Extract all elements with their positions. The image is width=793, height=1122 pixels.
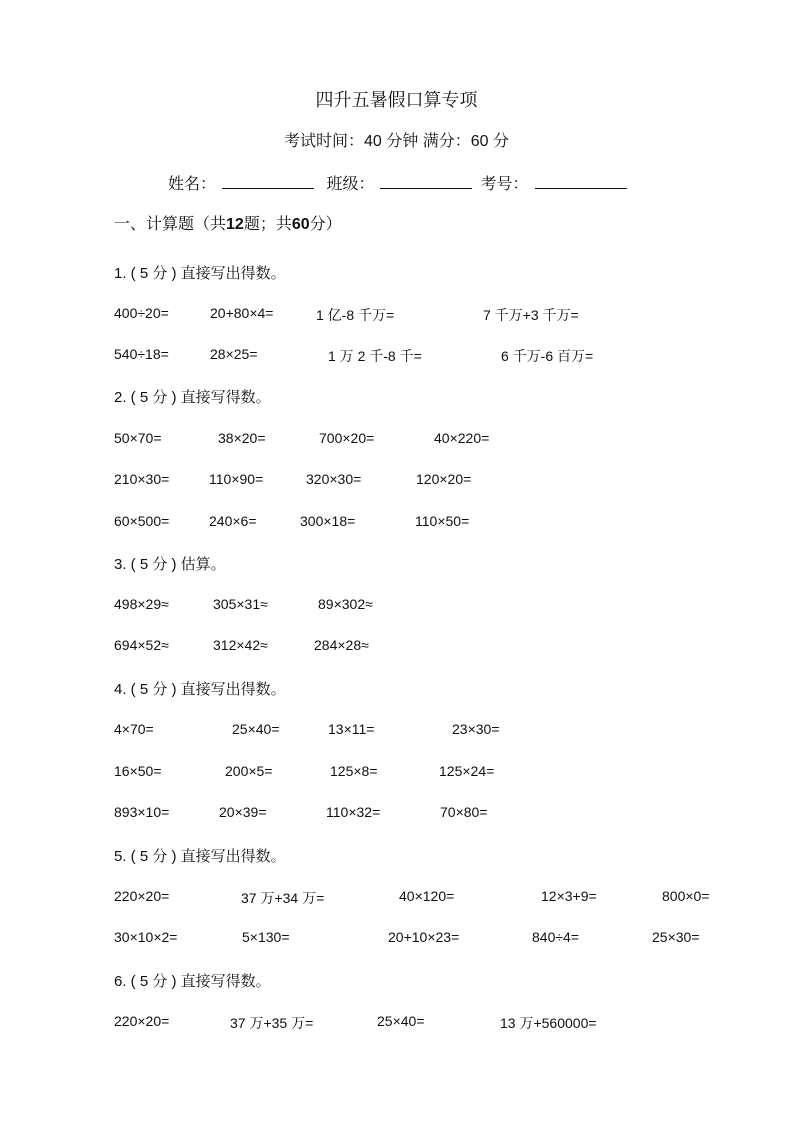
section-score: 60 (291, 216, 310, 233)
question-heading: 3. ( 5 分 ) 估算。 (114, 556, 226, 573)
problem: 40×120= (399, 888, 455, 904)
problem: 893×10= (114, 804, 170, 820)
problem: 60×500= (114, 513, 170, 529)
problem: 40×220= (434, 430, 490, 446)
question-heading: 4. ( 5 分 ) 直接写出得数。 (114, 681, 286, 698)
problem: 498×29≈ (114, 596, 169, 612)
problem: 89×302≈ (318, 596, 373, 612)
section-count: 12 (226, 216, 244, 233)
problem: 13 万+560000= (500, 1015, 597, 1031)
problem: 25×40= (232, 721, 280, 737)
class-blank[interactable] (380, 174, 472, 189)
page-title: 四升五暑假口算专项 (315, 90, 478, 110)
problem: 16×50= (114, 763, 162, 779)
problem: 7 千万+3 千万= (483, 307, 579, 323)
problem: 120×20= (416, 471, 472, 487)
problem: 4×70= (114, 721, 154, 737)
problem: 800×0= (662, 888, 710, 904)
problem: 200×5= (225, 763, 273, 779)
problem: 13×11= (328, 721, 375, 737)
problem: 37 万+34 万= (241, 890, 325, 906)
problem: 50×70= (114, 430, 162, 446)
section-heading (114, 211, 342, 234)
problem: 240×6= (209, 513, 257, 529)
problem: 28×25= (210, 346, 258, 362)
problem: 210×30= (114, 471, 170, 487)
problem: 110×32= (326, 804, 381, 820)
student-info-row (168, 171, 635, 194)
section-suffix: 分） (309, 216, 342, 233)
problem: 540÷18= (114, 346, 169, 362)
question-heading: 6. ( 5 分 ) 直接写得数。 (114, 973, 271, 990)
problem: 20+80×4= (210, 305, 274, 321)
problem: 400÷20= (114, 305, 169, 321)
problem: 25×30= (652, 929, 700, 945)
problem: 70×80= (440, 804, 488, 820)
class-label: 班级： (326, 176, 375, 193)
section-prefix: 一、计算题（共 (114, 216, 227, 233)
problem: 125×8= (330, 763, 378, 779)
problem: 5×130= (242, 929, 290, 945)
problem: 25×40= (377, 1013, 425, 1029)
problem: 220×20= (114, 888, 170, 904)
problem: 110×90= (209, 471, 264, 487)
problem: 694×52≈ (114, 637, 169, 653)
problem: 840÷4= (532, 929, 580, 945)
question-heading: 2. ( 5 分 ) 直接写得数。 (114, 389, 271, 406)
exam-info-line: 考试时间：40 分钟 满分：60 分 (284, 133, 509, 150)
name-label: 姓名： (168, 176, 217, 193)
name-blank[interactable] (222, 174, 314, 189)
problem: 23×30= (452, 721, 500, 737)
problem: 125×24= (439, 763, 495, 779)
problem: 37 万+35 万= (230, 1015, 314, 1031)
problem: 300×18= (300, 513, 356, 529)
problem: 220×20= (114, 1013, 170, 1029)
problem: 6 千万-6 百万= (501, 348, 594, 364)
problem: 320×30= (306, 471, 362, 487)
problem: 700×20= (319, 430, 375, 446)
problem: 110×50= (415, 513, 470, 529)
question-heading: 1. ( 5 分 ) 直接写出得数。 (114, 265, 286, 282)
problem: 1 亿-8 千万= (316, 307, 395, 323)
question-heading: 5. ( 5 分 ) 直接写出得数。 (114, 848, 286, 865)
section-mid: 题；共 (243, 216, 292, 233)
problem: 312×42≈ (213, 637, 268, 653)
problem: 30×10×2= (114, 929, 178, 945)
problem: 12×3+9= (541, 888, 597, 904)
problem: 1 万 2 千-8 千= (328, 348, 422, 364)
problem: 38×20= (218, 430, 266, 446)
problem: 284×28≈ (314, 637, 369, 653)
number-blank[interactable] (535, 174, 627, 189)
number-label: 考号： (480, 176, 529, 193)
problem: 305×31≈ (213, 596, 268, 612)
problem: 20+10×23= (388, 929, 460, 945)
problem: 20×39= (219, 804, 267, 820)
